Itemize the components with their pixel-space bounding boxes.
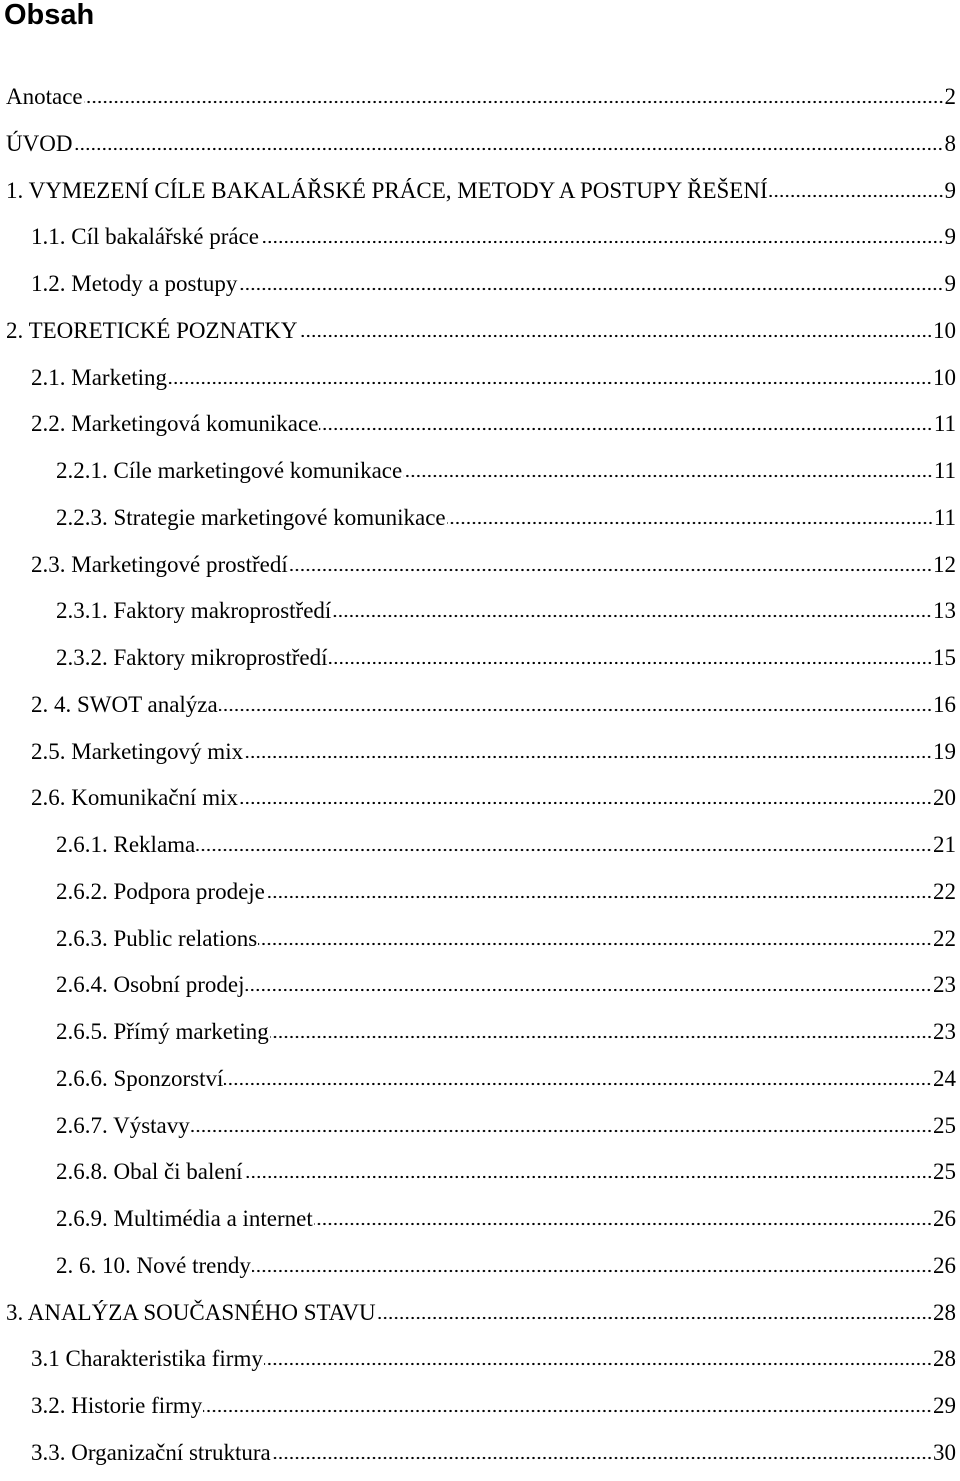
toc-entry-page-number: 15 (933, 645, 956, 670)
dot-leader (377, 1316, 932, 1320)
toc-entry-label: Anotace (6, 84, 83, 109)
toc-entry-page-number: 9 (944, 177, 956, 203)
toc-entry-label: 3.2. Historie firmy (31, 1393, 203, 1418)
toc-entry[interactable] (0, 1340, 960, 1387)
toc-entry-page-number: 23 (933, 972, 956, 998)
toc-entry[interactable] (0, 1107, 960, 1154)
toc-entry-label: 2.1. Marketing (31, 364, 168, 390)
dot-leader (329, 661, 933, 665)
toc-entry[interactable] (0, 873, 960, 920)
page-title: Obsah (4, 0, 95, 31)
toc-entry-page-number: 11 (933, 458, 956, 483)
dot-leader (191, 1129, 932, 1133)
dot-leader (272, 1456, 932, 1460)
dot-leader (239, 801, 932, 805)
toc-entry-label: 2. 4. SWOT analýza (31, 691, 218, 717)
toc-entry[interactable] (0, 359, 960, 406)
toc-entry-page-number: 8 (944, 130, 956, 156)
dot-leader (769, 194, 944, 198)
toc-entry-page-number: 2 (944, 84, 956, 109)
toc-entry-label: 2.2.3. Strategie marketingové komunikace (56, 504, 446, 530)
dot-leader (245, 988, 932, 992)
toc-entry-label: 2.3. Marketingové prostředí (31, 551, 288, 577)
dot-leader (289, 568, 932, 572)
dot-leader (203, 1409, 932, 1413)
toc-entry[interactable] (0, 452, 960, 499)
toc-entry-label: 2.6.6. Sponzorství (56, 1065, 224, 1091)
dot-leader (244, 1175, 932, 1179)
toc-entry-page-number: 10 (933, 317, 956, 343)
toc-entry-page-number: 11 (933, 504, 956, 530)
dot-leader (264, 1362, 932, 1366)
toc-entry-page-number: 25 (933, 1159, 956, 1185)
table-of-contents (0, 78, 960, 1481)
toc-entry-label: 2.6.5. Přímý marketing (56, 1019, 269, 1044)
dot-leader (224, 1082, 932, 1086)
toc-entry-label: 2.2.1. Cíle marketingové komunikace (56, 458, 403, 483)
toc-entry[interactable] (0, 1060, 960, 1107)
toc-entry[interactable] (0, 546, 960, 593)
toc-entry[interactable] (0, 312, 960, 359)
toc-entry-page-number: 29 (933, 1393, 956, 1418)
toc-entry-page-number: 21 (933, 832, 956, 857)
toc-entry-label: 2.6.3. Public relations (56, 925, 258, 951)
toc-entry-page-number: 16 (933, 691, 956, 717)
toc-entry-label: 2.6.2. Podpora prodeje (56, 878, 265, 904)
toc-entry-page-number: 26 (933, 1252, 956, 1278)
toc-entry-label: 2.3.2. Faktory mikroprostředí (56, 645, 328, 670)
toc-entry[interactable] (0, 499, 960, 546)
toc-entry-label: 3.1 Charakteristika firmy (31, 1346, 263, 1372)
dot-leader (266, 895, 932, 899)
toc-entry-label: 2.6.7. Výstavy (56, 1112, 190, 1138)
dot-leader (299, 334, 932, 338)
toc-entry-page-number: 28 (933, 1299, 956, 1325)
toc-entry[interactable] (0, 966, 960, 1013)
toc-entry-label: 2.3.1. Faktory makroprostředí (56, 598, 332, 624)
toc-entry[interactable] (0, 1434, 960, 1481)
toc-entry-label: 2.6. Komunikační mix (31, 785, 238, 811)
toc-entry[interactable] (0, 1153, 960, 1200)
dot-leader (314, 1222, 932, 1226)
toc-entry-page-number: 13 (933, 598, 956, 624)
toc-entry-label: 2.6.4. Osobní prodej (56, 972, 245, 998)
toc-entry[interactable] (0, 1387, 960, 1434)
toc-entry[interactable] (0, 592, 960, 639)
toc-entry[interactable] (0, 639, 960, 686)
dot-leader (403, 474, 933, 478)
toc-entry-label: 1.2. Metody a postupy (31, 271, 238, 296)
toc-entry[interactable] (0, 920, 960, 967)
toc-entry-page-number: 22 (933, 925, 956, 951)
dot-leader (238, 287, 943, 291)
toc-entry[interactable] (0, 1247, 960, 1294)
toc-entry-page-number: 23 (933, 1019, 956, 1044)
toc-entry-label: 2.6.8. Obal či balení (56, 1159, 243, 1185)
dot-leader (252, 1269, 932, 1273)
toc-entry[interactable] (0, 1200, 960, 1247)
toc-entry[interactable] (0, 686, 960, 733)
toc-entry-page-number: 9 (944, 271, 956, 296)
toc-entry-page-number: 12 (933, 551, 956, 577)
toc-entry-label: 1.1. Cíl bakalářské práce (31, 224, 259, 250)
toc-entry[interactable] (0, 265, 960, 312)
toc-entry-label: 3.3. Organizační struktura (31, 1439, 271, 1465)
toc-entry-label: 1. VYMEZENÍ CÍLE BAKALÁŘSKÉ PRÁCE, METODY A POSTUPY ŘEŠENÍ (6, 177, 768, 203)
toc-entry[interactable] (0, 826, 960, 873)
toc-entry-label: ÚVOD (6, 130, 73, 156)
dot-leader (260, 240, 944, 244)
dot-leader (244, 755, 932, 759)
dot-leader (447, 521, 933, 525)
toc-entry[interactable] (0, 218, 960, 265)
toc-entry[interactable] (0, 1013, 960, 1060)
toc-entry[interactable] (0, 779, 960, 826)
toc-entry-page-number: 28 (933, 1346, 956, 1372)
dot-leader (219, 708, 932, 712)
toc-entry-page-number: 19 (933, 738, 956, 764)
dot-leader (168, 381, 932, 385)
dot-leader (258, 942, 932, 946)
toc-entry-page-number: 9 (944, 224, 956, 250)
toc-entry-page-number: 25 (933, 1112, 956, 1138)
toc-entry[interactable] (0, 78, 960, 125)
toc-entry-page-number: 24 (933, 1065, 956, 1091)
toc-entry[interactable] (0, 405, 960, 452)
toc-entry-page-number: 10 (933, 364, 956, 390)
toc-entry-label: 2.6.1. Reklama (56, 832, 196, 857)
dot-leader (319, 427, 932, 431)
toc-entry[interactable] (0, 1294, 960, 1341)
toc-entry-label: 2. 6. 10. Nové trendy (56, 1252, 251, 1278)
dot-leader (270, 1035, 932, 1039)
toc-entry-label: 2.5. Marketingový mix (31, 738, 244, 764)
dot-leader (196, 848, 932, 852)
toc-entry-page-number: 22 (933, 878, 956, 904)
toc-entry[interactable] (0, 172, 960, 219)
dot-leader (84, 100, 944, 104)
toc-entry[interactable] (0, 733, 960, 780)
dot-leader (332, 614, 932, 618)
toc-entry-label: 3. ANALÝZA SOUČASNÉHO STAVU (6, 1299, 376, 1325)
toc-entry-label: 2.2. Marketingová komunikace (31, 411, 319, 437)
toc-entry-page-number: 11 (933, 411, 956, 437)
toc-entry-page-number: 30 (933, 1439, 956, 1465)
toc-entry-label: 2.6.9. Multimédia a internet (56, 1206, 313, 1231)
toc-entry[interactable] (0, 125, 960, 172)
toc-entry-label: 2. TEORETICKÉ POZNATKY (6, 317, 298, 343)
toc-entry-page-number: 20 (933, 785, 956, 811)
toc-entry-page-number: 26 (933, 1206, 956, 1231)
dot-leader (73, 147, 943, 151)
